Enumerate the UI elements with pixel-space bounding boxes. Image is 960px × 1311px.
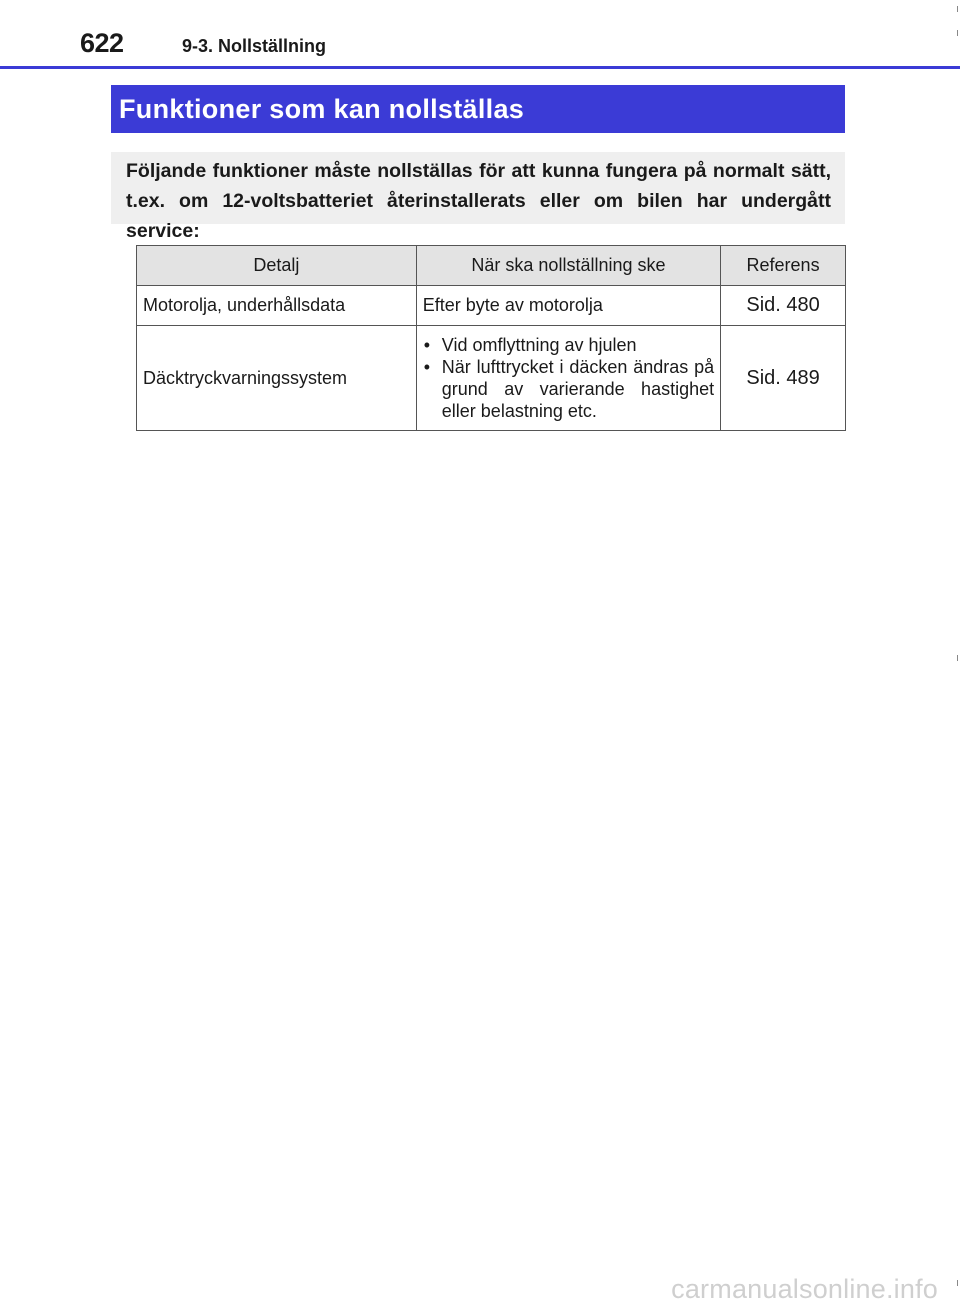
cell-reference: Sid. 480 <box>721 286 846 326</box>
page-number: 622 <box>80 28 124 58</box>
bullet-item: • Vid omflyttning av hjulen <box>423 334 714 356</box>
cell-when <box>416 326 720 431</box>
crop-mark <box>957 30 958 36</box>
section-title-bar <box>111 85 845 133</box>
intro-box <box>111 152 845 242</box>
reset-table <box>136 245 846 431</box>
column-header-reference: Referens <box>721 246 846 286</box>
crop-mark <box>957 1280 958 1286</box>
header-rule <box>0 66 960 69</box>
bullet-item: • När lufttrycket i däcken ändras på grund av varierande hastighet eller belastning etc. <box>423 356 714 422</box>
watermark: carmanualsonline.info <box>671 1274 938 1304</box>
crop-mark <box>957 6 958 12</box>
column-header-when: När ska nollställning ske <box>416 246 720 286</box>
table-row <box>137 286 846 326</box>
intro-text: Följande funktioner måste nollställas för att kunna fungera på normalt sätt, t.ex. om 12-voltsbatteriet återinstallerats eller om bilen har undergått service: <box>126 160 831 242</box>
cell-reference: Sid. 489 <box>721 326 846 431</box>
table-row <box>137 326 846 431</box>
section-title: Funktioner som kan nollställas <box>119 93 525 124</box>
column-header-item: Detalj <box>137 246 417 286</box>
section-path: 9-3. Nollställning <box>182 36 327 56</box>
table-header-row <box>137 246 846 286</box>
cell-item: Motorolja, underhållsdata <box>137 286 417 326</box>
crop-mark <box>957 655 958 661</box>
cell-item: Däcktryckvarningssystem <box>137 326 417 431</box>
when-bullet-list <box>423 334 714 422</box>
cell-when: Efter byte av motorolja <box>416 286 720 326</box>
